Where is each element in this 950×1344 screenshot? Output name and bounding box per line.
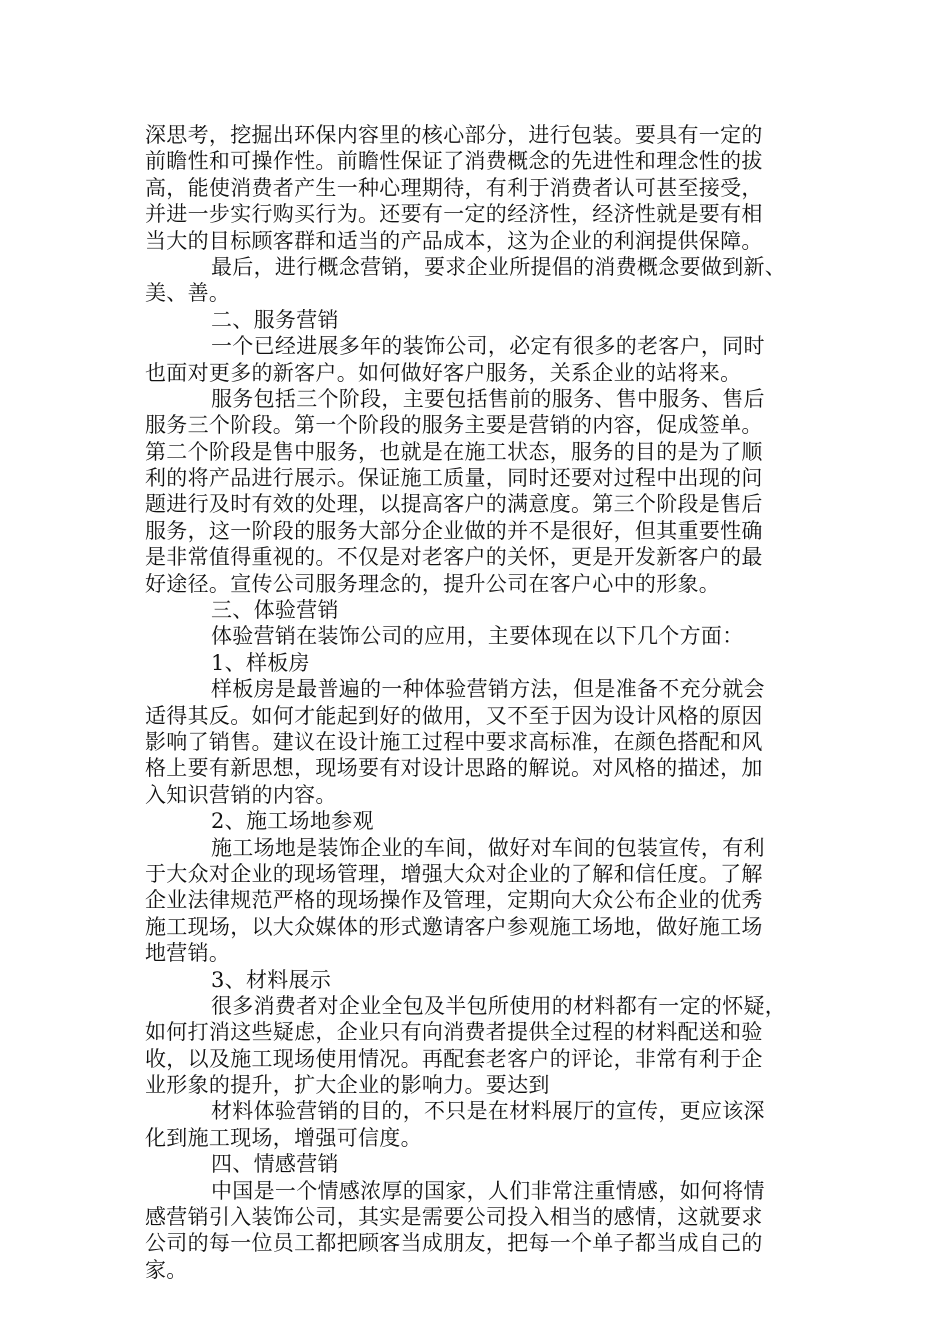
- text-line: 服务，这一阶段的服务大部分企业做的并不是很好，但其重要性确: [145, 518, 763, 543]
- text-line: 感营销引入装饰公司，其实是需要公司投入相当的感情，这就要求: [145, 1205, 763, 1230]
- text-line: 入知识营销的内容。: [145, 782, 337, 807]
- text-line: 是非常值得重视的。不仅是对老客户的关怀，更是开发新客户的最: [145, 545, 763, 570]
- text-line: 于大众对企业的现场管理，增强大众对企业的了解和信任度。了解: [145, 861, 763, 886]
- text-line: 二、服务营销: [211, 307, 339, 332]
- text-line: 服务包括三个阶段，主要包括售前的服务、售中服务、售后: [211, 386, 765, 411]
- text-line: 如何打消这些疑虑，企业只有向消费者提供全过程的材料配送和验: [145, 1020, 763, 1045]
- text-line: 施工现场，以大众媒体的形式邀请客户参观施工场地，做好施工场: [145, 914, 763, 939]
- text-line: 好途径。宣传公司服务理念的，提升公司在客户心中的形象。: [145, 571, 721, 596]
- text-line: 第二个阶段是售中服务，也就是在施工状态，服务的目的是为了顺: [145, 439, 763, 464]
- text-line: 公司的每一位员工都把顾客当成朋友，把每一个单子都当成自己的: [145, 1231, 763, 1256]
- document-body: [145, 122, 825, 1283]
- text-line: 1、样板房: [211, 650, 310, 675]
- text-line: 当大的目标顾客群和适当的产品成本，这为企业的利润提供保障。: [145, 228, 763, 253]
- text-line: 格上要有新思想，现场要有对设计思路的解说。对风格的描述，加: [145, 756, 763, 781]
- text-line: 深思考，挖掘出环保内容里的核心部分，进行包装。要具有一定的: [145, 123, 763, 147]
- text-line: 美、善。: [145, 281, 231, 306]
- text-line: 地营销。: [145, 941, 231, 966]
- text-line: 四、情感营销: [211, 1152, 339, 1177]
- text-line: 收，以及施工现场使用情况。再配套老客户的评论，非常有利于企: [145, 1046, 763, 1071]
- text-line: 并进一步实行购买行为。还要有一定的经济性，经济性就是要有相: [145, 202, 763, 227]
- text-line: 高，能使消费者产生一种心理期待，有利于消费者认可甚至接受，: [145, 175, 763, 200]
- text-line: 材料体验营销的目的，不只是在材料展厅的宣传，更应该深: [211, 1099, 765, 1124]
- text-line: 体验营销在装饰公司的应用，主要体现在以下几个方面：: [211, 624, 744, 649]
- text-line: 题进行及时有效的处理，以提高客户的满意度。第三个阶段是售后: [145, 492, 763, 517]
- text-line: 很多消费者对企业全包及半包所使用的材料都有一定的怀疑，: [211, 993, 787, 1018]
- text-line: 化到施工现场，增强可信度。: [145, 1125, 422, 1150]
- text-line: 企业法律规范严格的现场操作及管理，定期向大众公布企业的优秀: [145, 888, 763, 913]
- text-line: 2、施工场地参观: [211, 809, 374, 834]
- text-line: 最后，进行概念营销，要求企业所提倡的消费概念要做到新、: [211, 254, 787, 279]
- text-line: 服务三个阶段。第一个阶段的服务主要是营销的内容，促成签单。: [145, 413, 763, 438]
- text-line: 影响了销售。建议在设计施工过程中要求高标准，在颜色搭配和风: [145, 729, 763, 754]
- text-line: 前瞻性和可操作性。前瞻性保证了消费概念的先进性和理念性的拔: [145, 149, 763, 174]
- text-line: 业形象的提升，扩大企业的影响力。要达到: [145, 1073, 550, 1098]
- text-line: 3、材料展示: [211, 967, 332, 992]
- text-line: 施工场地是装饰企业的车间，做好对车间的包装宣传，有利: [211, 835, 765, 860]
- text-line: 一个已经进展多年的装饰公司，必定有很多的老客户，同时: [211, 334, 765, 359]
- text-line: 三、体验营销: [211, 598, 339, 623]
- text-line: 利的将产品进行展示。保证施工质量，同时还要对过程中出现的问: [145, 466, 763, 491]
- text-line: 家。: [145, 1257, 188, 1282]
- text-line: 适得其反。如何才能起到好的做用，又不至于因为设计风格的原因: [145, 703, 763, 728]
- text-line: 也面对更多的新客户。如何做好客户服务，关系企业的站将来。: [145, 360, 742, 385]
- text-line: 中国是一个情感浓厚的国家，人们非常注重情感，如何将情: [211, 1178, 765, 1203]
- text-line: 样板房是最普遍的一种体验营销方法，但是准备不充分就会: [211, 677, 765, 702]
